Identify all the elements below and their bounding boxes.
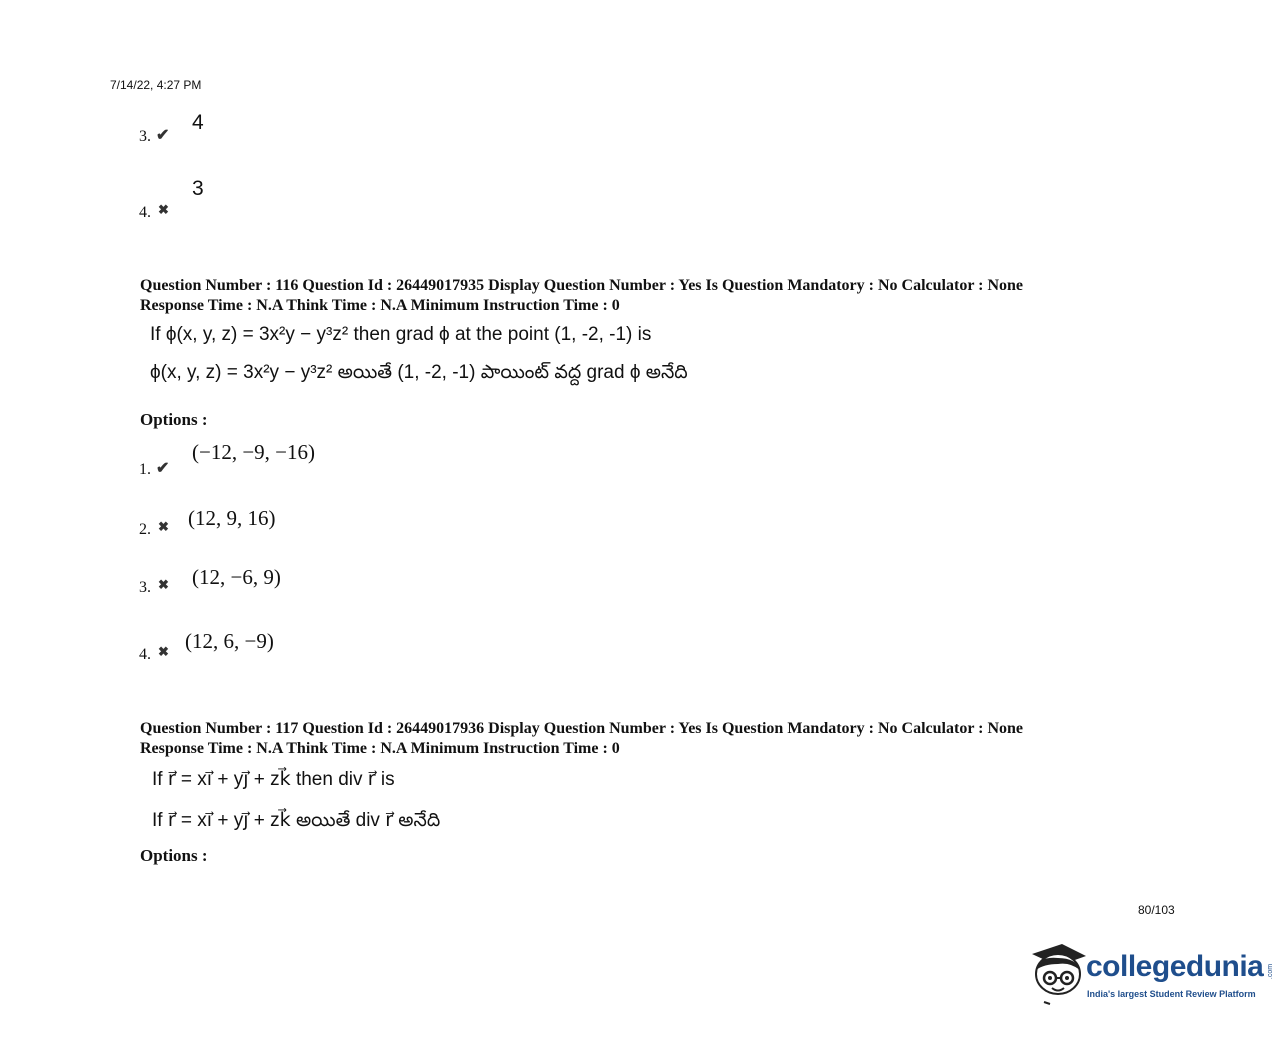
logo-suffix: .com	[1267, 964, 1275, 980]
cross-icon: ✖	[158, 519, 169, 534]
q116-options-label: Options :	[140, 410, 208, 429]
q116-option-3-number: 3.	[139, 579, 151, 596]
logo-wordmark	[1086, 950, 1279, 984]
q117-meta-line2: Response Time : N.A Think Time : N.A Minimum Instruction Time : 0	[140, 740, 620, 757]
q117-options-label: Options :	[140, 846, 208, 865]
q117-statement-english: If r⃗ = xi⃗ + yj⃗ + zk⃗ then div r⃗ is	[152, 769, 395, 790]
cross-icon: ✖	[158, 202, 169, 217]
check-icon: ✔	[156, 460, 170, 477]
logo-tagline: India's largest Student Review Platform	[1087, 989, 1256, 999]
q116-meta-line1: Question Number : 116 Question Id : 26449017935 Display Question Number : Yes Is Question Mandatory : No Calculator : None	[140, 277, 1024, 294]
q117-meta-line1: Question Number : 117 Question Id : 26449017936 Display Question Number : Yes Is Question Mandatory : No Calculator : None	[140, 720, 1024, 737]
cross-icon: ✖	[158, 577, 169, 592]
prev-option-4-number: 4.	[139, 204, 151, 221]
q116-option-2-number: 2.	[139, 521, 151, 538]
mascot-logo-icon	[1024, 938, 1094, 1008]
q117-statement-telugu: If r⃗ = xi⃗ + yj⃗ + zk⃗ అయితే div r⃗ అనేది	[152, 810, 441, 831]
q116-option-1-number: 1.	[139, 461, 151, 478]
q116-option-1-text: (−12, −9, −16)	[192, 440, 316, 464]
q116-meta-line2: Response Time : N.A Think Time : N.A Minimum Instruction Time : 0	[140, 297, 620, 314]
q116-option-4-text: (12, 6, −9)	[185, 629, 274, 653]
prev-option-4-text: 3	[192, 177, 204, 200]
check-icon: ✔	[156, 127, 170, 144]
page-number: 80/103	[1138, 903, 1175, 917]
q116-statement-telugu: ϕ(x, y, z) = 3x²y − y³z² అయితే (1, -2, -1) పాయింట్ వద్ద grad ϕ అనేది	[150, 362, 688, 383]
q116-option-3-text: (12, −6, 9)	[192, 565, 281, 589]
prev-option-3-number: 3.	[139, 128, 151, 145]
q116-option-4-number: 4.	[139, 646, 151, 663]
q116-statement-english: If ϕ(x, y, z) = 3x²y − y³z² then grad ϕ at the point (1, -2, -1) is	[150, 324, 652, 345]
prev-option-3-text: 4	[192, 111, 204, 134]
print-timestamp: 7/14/22, 4:27 PM	[110, 78, 202, 92]
cross-icon: ✖	[158, 644, 169, 659]
q116-option-2-text: (12, 9, 16)	[188, 506, 276, 530]
logo-name: collegedunia	[1086, 950, 1264, 983]
